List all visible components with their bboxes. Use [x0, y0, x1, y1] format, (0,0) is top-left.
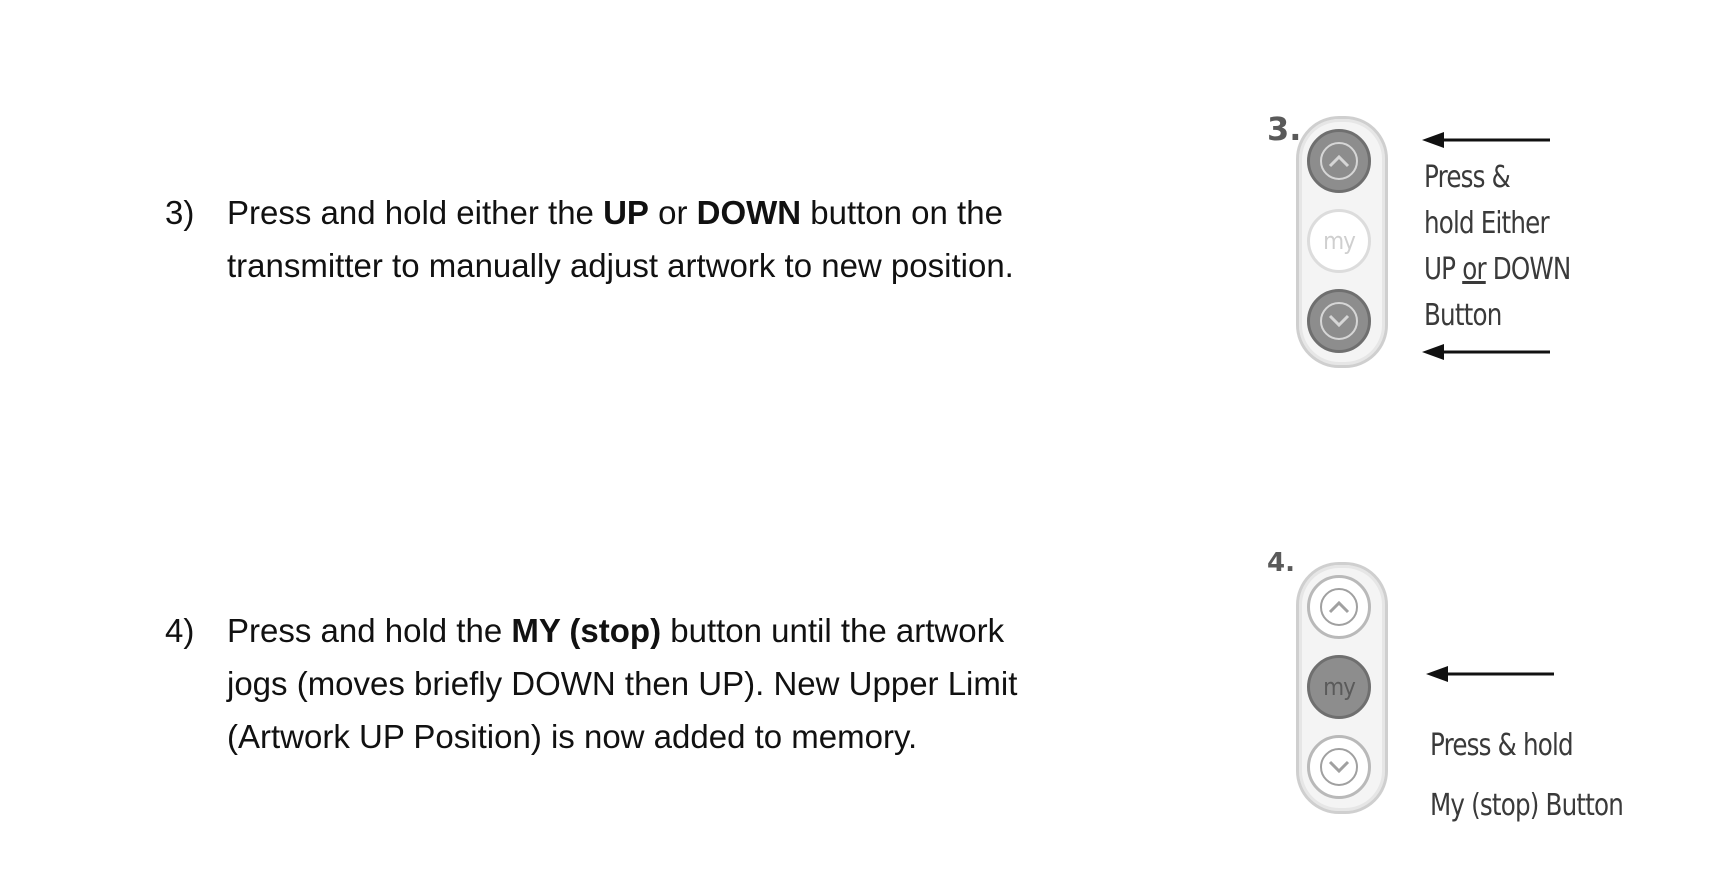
- arrow-left-icon: [1422, 128, 1552, 152]
- remote-control: [1296, 562, 1388, 814]
- arrow-left-icon: [1422, 340, 1552, 364]
- figure-4-caption: [1430, 716, 1623, 836]
- caption-segment: UP: [1424, 252, 1463, 287]
- figure-3-caption: [1424, 155, 1570, 339]
- text-segment: Press and hold the: [227, 612, 512, 649]
- caption-line: Button: [1424, 298, 1502, 333]
- caption-line: My (stop) Button: [1430, 788, 1624, 823]
- arrow-left-icon: [1426, 662, 1556, 686]
- step-4-instruction: [165, 604, 1035, 763]
- chevron-down-icon: [1320, 748, 1358, 786]
- chevron-down-icon: [1320, 302, 1358, 340]
- figure-number: 4.: [1267, 548, 1295, 578]
- text-segment: button on the transmitter to manually adjust artwork to new position.: [227, 194, 1014, 284]
- down-button[interactable]: [1307, 735, 1371, 799]
- caption-line: Press & hold: [1430, 728, 1573, 763]
- my-button[interactable]: [1307, 655, 1371, 719]
- step-3-instruction: [165, 186, 1035, 292]
- text-segment: or: [648, 194, 697, 231]
- my-button[interactable]: [1307, 209, 1371, 273]
- up-button[interactable]: [1307, 129, 1371, 193]
- caption-line: [1424, 247, 1570, 293]
- chevron-up-icon: [1320, 142, 1358, 180]
- text-segment: button until the artwork jogs (moves briefly DOWN then UP). New Upper Limit (Artwork UP Position) is now added to memory.: [227, 612, 1018, 755]
- text-segment: Press and hold either the: [227, 194, 604, 231]
- step-4-body: [227, 604, 1035, 763]
- my-button-label: my: [1323, 227, 1355, 255]
- my-button-label: my: [1323, 673, 1355, 701]
- caption-emphasis-or: or: [1462, 252, 1486, 287]
- remote-control: [1296, 116, 1388, 368]
- figure-number: 3.: [1267, 110, 1302, 148]
- down-button[interactable]: [1307, 289, 1371, 353]
- emphasis-down: DOWN: [696, 194, 802, 231]
- emphasis-my-stop: MY (stop): [511, 612, 662, 649]
- caption-segment: DOWN: [1485, 252, 1571, 287]
- step-number: 3): [165, 194, 195, 231]
- step-3-body: [227, 186, 1035, 292]
- chevron-up-icon: [1320, 588, 1358, 626]
- caption-line: hold Either: [1424, 206, 1549, 241]
- caption-line: Press &: [1424, 160, 1511, 195]
- up-button[interactable]: [1307, 575, 1371, 639]
- emphasis-up: UP: [603, 194, 649, 231]
- step-number: 4): [165, 612, 195, 649]
